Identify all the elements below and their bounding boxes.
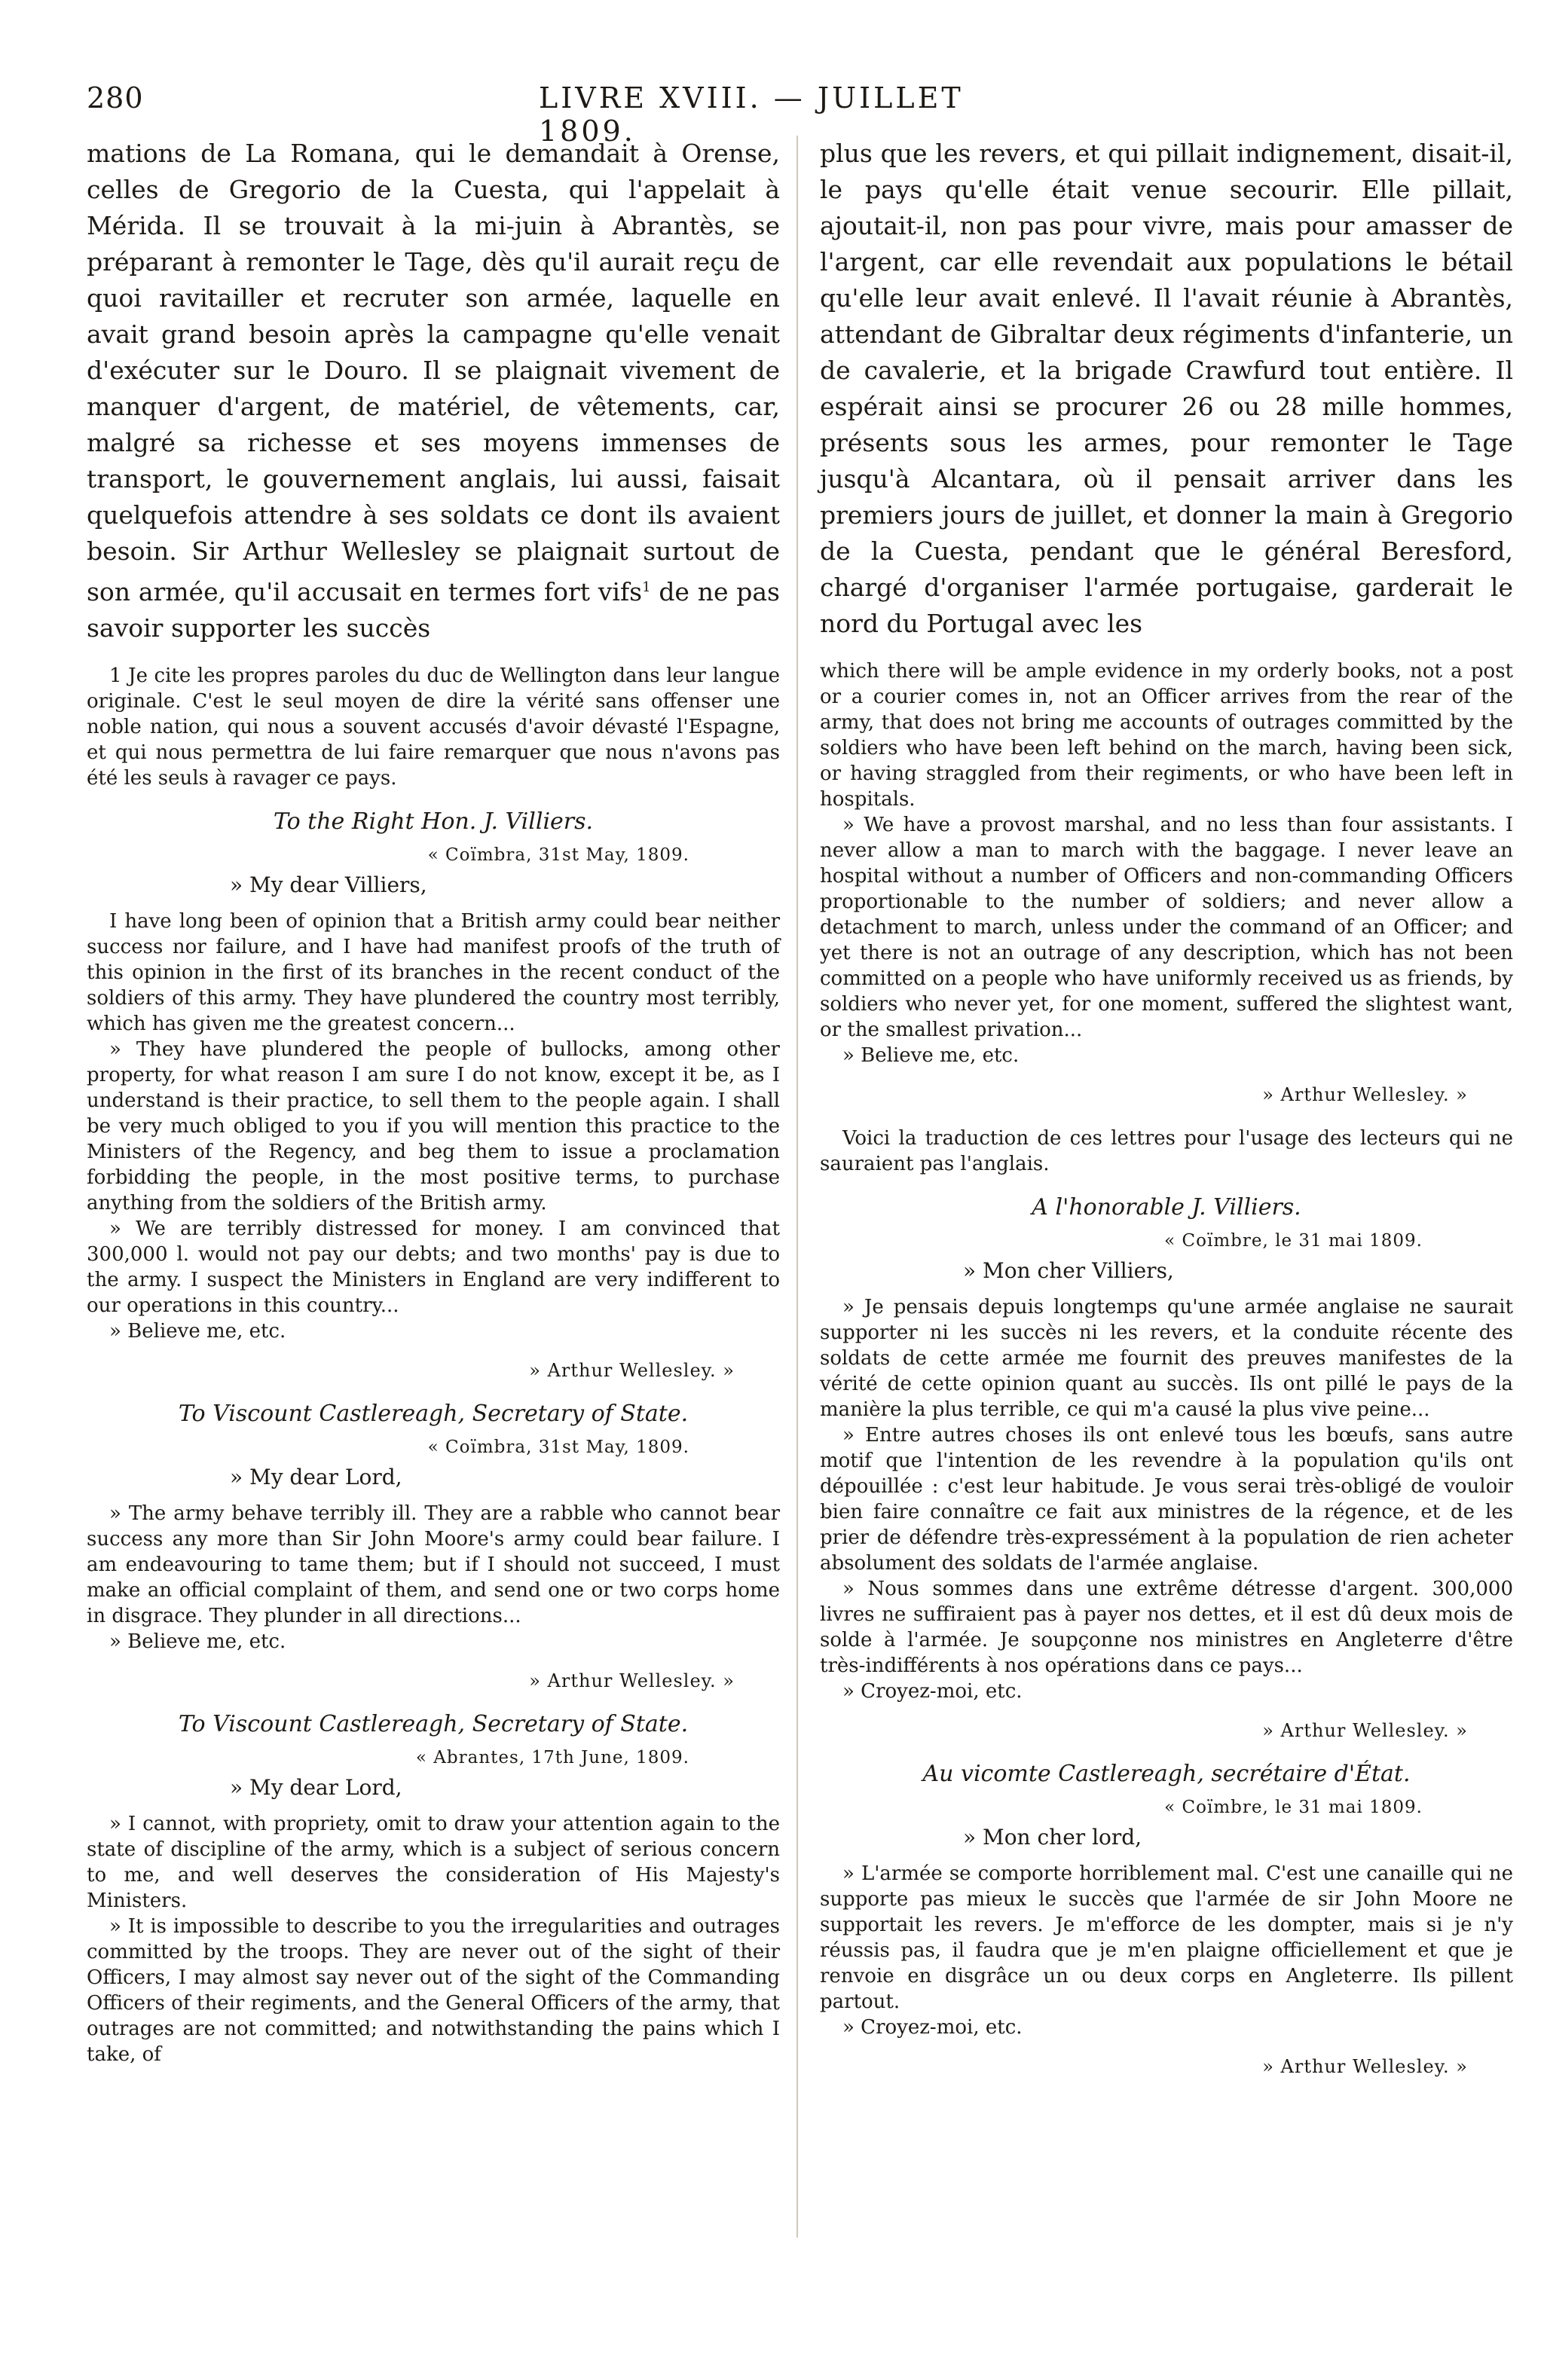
body-paragraph: mations de La Romana, qui le demandait à Orense, celles de Gregorio de la Cuesta, qui l'appelait à Mérida. Il se trouvait à la mi-juin à Abrantès, se préparant à remonter le Tage, dès qu'il aurait reçu de quoi ravitailler et recruter son armée, laquelle en avait grand besoin après la campagne qu'elle venait d'exécuter sur le Douro. Il se plaignait vivement de manquer d'argent, de matériel, de vêtements, car, malgré sa richesse et ses moyens immenses de transport, le gouvernement anglais, lui aussi, faisait quelquefois attendre à ses soldats ce dont ils avaient besoin. Sir Arthur Wellesley se plaignait surtout de son armée, qu'il accusait en termes fort vifs$^1$ de ne pas savoir supporter les succès (87, 139, 780, 643)
footnote-continued (820, 658, 1513, 2079)
page-number: 280 (87, 81, 144, 115)
letter-signature: » Arthur Wellesley. » (529, 1670, 735, 1691)
letter-paragraph: » They have plundered the people of bullocks, among other property, for what reason I am sure I do not know, except it be, as I understand is their practice, to sell them to the people again. I shall be very much obliged to you if you will mention this practice to the Ministers of the Regency, and beg them to issue a proclamation forbidding the people, in the most positive terms, to purchase anything from the soldiers of the British army. (87, 1038, 780, 1214)
letter-paragraph: » It is impossible to describe to you the irregularities and outrages committed by the troops. They are never out of the sight of their Officers, I may almost say never out of the sight of the Commanding Officers of their regiments, and the General Officers of the army, that outrages are not committed; and notwithstanding the pains which I take, of (87, 1915, 780, 2066)
left-column (87, 136, 780, 2067)
letter-paragraph: » The army behave terribly ill. They are a rabble who cannot bear success any more than Sir John Moore's army could bear failure. I am endeavouring to tame them; but if I should not succeed, I must make an official complaint of them, and send one or two corps home in disgrace. They plunder in all directions... (87, 1502, 780, 1627)
letter-paragraph: » Je pensais depuis longtemps qu'une armée anglaise ne saurait supporter ni les succès ni les revers, et la conduite récente des soldats de cette armée me fournit des preuves manifestes de la vérité de cette opinion quant au succès. Ils ont pillé le pays de la manière la plus terrible, ce qui m'a causé la plus vive peine... (820, 1296, 1513, 1421)
letter-date: « Coïmbra, 31st May, 1809. (427, 845, 689, 865)
letter-salutation: » My dear Lord, (230, 1465, 402, 1489)
letter-heading: To Viscount Castlereagh, Secretary of State. (178, 1401, 689, 1427)
letter-signature: » Arthur Wellesley. » (1262, 1084, 1468, 1105)
letter-salutation: » Mon cher Villiers, (963, 1258, 1174, 1283)
letter-paragraph: which there will be ample evidence in my orderly books, not a post or a courier comes in, not an Officer arrives from the rear of the army, that does not bring me accounts of outrages committed by the soldiers who have been left behind on the march, having been sick, or having straggled from their regiments, or who have been left in hospitals. (820, 660, 1513, 811)
letter-paragraph: » Nous sommes dans une extrême détresse d'argent. 300,000 livres ne suffiraient pas à payer nos dettes, et il est dû deux mois de solde à l'armée. Je soupçonne nos ministres en Angleterre d'être très-indifférents à nos opérations dans ce pays... (820, 1578, 1513, 1677)
letter-date: « Coïmbre, le 31 mai 1809. (1164, 1231, 1423, 1251)
letter-paragraph: I have long been of opinion that a British army could bear neither success nor failure, and I have had manifest proofs of the truth of this opinion in the first of its branches in the recent conduct of the soldiers of this army. They have plundered the country most terribly, which has given me the greatest concern... (87, 910, 780, 1035)
letter-salutation: » My dear Villiers, (230, 872, 427, 897)
footnote-reference: 1 (642, 579, 651, 595)
letter-paragraph: » Believe me, etc. (109, 1320, 286, 1343)
right-column (820, 136, 1513, 2085)
letter-signature: » Arthur Wellesley. » (1262, 1720, 1468, 1741)
letter-date: « Coïmbra, 31st May, 1809. (427, 1437, 689, 1457)
letter-paragraph: » I cannot, with propriety, omit to draw your attention again to the state of discipline of the army, which is a subject of serious concern to me, and well deserves the consideration of His Majesty's Ministers. (87, 1813, 780, 1912)
letter-paragraph: » We are terribly distressed for money. I am convinced that 300,000 l. would not pay our debts; and two months' pay is due to the army. I suspect the Ministers in England are very indifferent to our operations in this country... (87, 1217, 780, 1317)
letter-paragraph: » Entre autres choses ils ont enlevé tous les bœufs, sans autre motif que l'intention de les revendre à la population qu'ils ont dépouillée : c'est leur habitude. Je vous serai très-obligé de vouloir bien faire connaître ce fait aux ministres de la régence, et de les prier de défendre très-expressément à la population de rien acheter absolument des soldats de l'armée anglaise. (820, 1424, 1513, 1575)
letter-heading: To the Right Hon. J. Villiers. (273, 808, 594, 835)
letter-date: « Coïmbre, le 31 mai 1809. (1164, 1798, 1423, 1817)
letter-signature: » Arthur Wellesley. » (529, 1360, 735, 1381)
translation-intro: Voici la traduction de ces lettres pour l'usage des lecteurs qui ne sauraient pas l'anglais. (820, 1127, 1513, 1175)
right-body-text (820, 136, 1513, 642)
letter-heading: Au vicomte Castlereagh, secrétaire d'État. (922, 1761, 1411, 1787)
letter-paragraph: » Believe me, etc. (109, 1630, 286, 1653)
left-body-text (87, 136, 780, 646)
letter-paragraph: » We have a provost marshal, and no less than four assistants. I never allow a man to march with the baggage. I never leave an hospital without a number of Officers and non-commanding Officers proportionable to the number of soldiers; and never allow a detachment to march, unless under the command of an Officer; and yet there is not an outrage of any description, which has not been committed on a people who have uniformly received us as friends, by soldiers who never yet, for one moment, suffered the slightest want, or the smallest privation... (820, 814, 1513, 1041)
letter-paragraph: » L'armée se comporte horriblement mal. C'est une canaille qui ne supporte pas mieux le succès que l'armée de sir John Moore ne supportait les revers. Je m'efforce de les dompter, mais si je n'y réussis pas, il faudra que je m'en plaigne officiellement et que je renvoie en disgrâce un ou deux corps en Angleterre. Ils pillent partout. (820, 1862, 1513, 2013)
letter-paragraph: » Croyez-moi, etc. (842, 1680, 1023, 1703)
letter-salutation: » My dear Lord, (230, 1775, 402, 1800)
footnote (87, 663, 780, 2067)
letter-heading: To Viscount Castlereagh, Secretary of State. (178, 1711, 689, 1737)
running-title: LIVRE XVIII. — JUILLET 1809. (539, 81, 964, 148)
letter-date: « Abrantes, 17th June, 1809. (415, 1748, 689, 1767)
body-paragraph: plus que les revers, et qui pillait indignement, disait-il, le pays qu'elle était venue secourir. Elle pillait, ajoutait-il, non pas pour vivre, mais pour amasser de l'argent, car elle revendait aux populations le bétail qu'elle leur avait enlevé. Il l'avait réunie à Abrantès, attendant de Gibraltar deux régiments d'infanterie, un de cavalerie, et la brigade Crawfurd tout entière. Il espérait ainsi se procurer 26 ou 28 mille hommes, présents sous les armes, pour remonter le Tage jusqu'à Alcantara, où il pensait arriver dans les premiers jours de juillet, et donner la main à Gregorio de la Cuesta, pendant que le général Beresford, chargé d'organiser l'armée portugaise, garderait le nord du Portugal avec les (820, 139, 1513, 638)
column-divider (796, 136, 798, 2238)
footnote-text: 1 Je cite les propres paroles du duc de Wellington dans leur langue originale. C'est le seul moyen de dire la vérité sans offenser une noble nation, qui nous a souvent accusés d'avoir dévasté l'Espagne, et qui nous permettra de lui faire remarquer que nous n'avons pas été les seuls à ravager ce pays. (87, 665, 780, 790)
letter-paragraph: » Croyez-moi, etc. (842, 2016, 1023, 2039)
letter-paragraph: » Believe me, etc. (842, 1044, 1020, 1067)
letter-signature: » Arthur Wellesley. » (1262, 2056, 1468, 2077)
letter-heading: A l'honorable J. Villiers. (1032, 1194, 1301, 1221)
letter-salutation: » Mon cher lord, (963, 1825, 1142, 1850)
